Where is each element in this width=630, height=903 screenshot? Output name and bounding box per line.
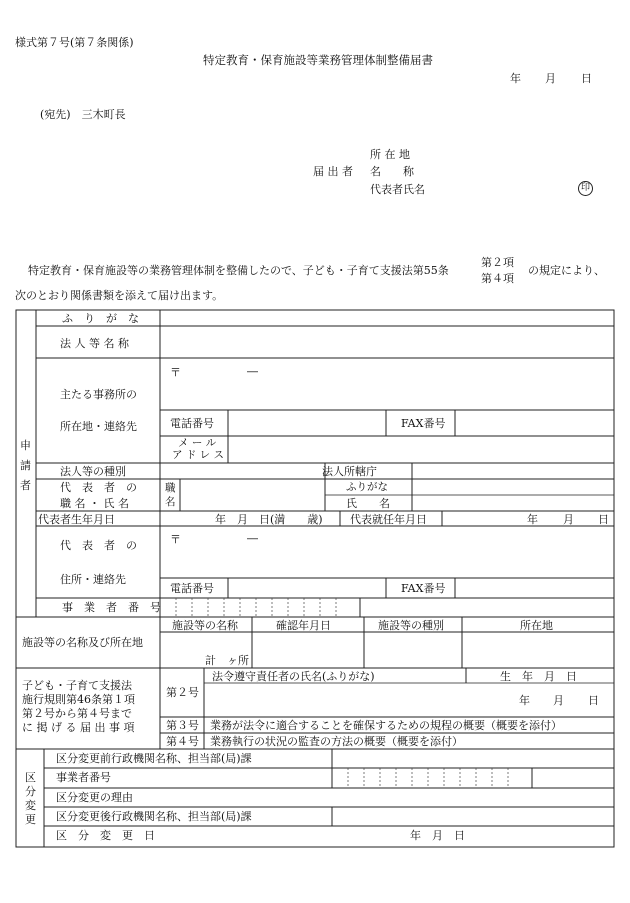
item3-number: 第３号	[166, 719, 199, 732]
postal-dash: ―	[247, 365, 258, 378]
intro-text-before: 特定教育・保育施設等の業務管理体制を整備したので、子ども・子育て支援法第55条	[28, 264, 449, 277]
change-next-label: 区分変更後行政機関名称、担当部(局)課	[56, 810, 252, 823]
facility-col-location: 所在地	[520, 619, 553, 632]
rep-title-label-1: 代 表 者 の	[60, 481, 137, 494]
business-number-label: 事 業 者 番 号	[62, 601, 161, 614]
date-month: 月	[545, 72, 556, 85]
furigana-label: ふ り が な	[62, 312, 139, 325]
mail-label-2: ア ド レ ス	[172, 449, 225, 461]
jurisdiction-label: 法人所轄庁	[322, 465, 377, 478]
rep-appointed-month: 月	[563, 513, 574, 526]
change-vertical-4: 更	[25, 813, 36, 826]
item4-text: 業務執行の状況の監査の方法の概要（概要を添付）	[210, 735, 463, 748]
intro-clause-a: 第２項	[481, 256, 514, 269]
applicant-vertical-3: 者	[20, 479, 31, 492]
change-date-value: 年 月 日	[410, 829, 465, 842]
item2-year: 年	[519, 694, 530, 707]
intro-line2: 次のとおり関係書類を添えて届け出ます。	[15, 289, 224, 302]
applicant-vertical-2: 請	[20, 459, 31, 472]
main-office-label-2: 所在地・連絡先	[60, 420, 137, 433]
facility-label: 施設等の名称及び所在地	[22, 636, 143, 649]
facility-col-type: 施設等の種別	[378, 619, 444, 632]
rep-appointed-label: 代表就任年月日	[350, 513, 427, 526]
item2-birth-header: 生 年 月 日	[500, 670, 577, 683]
change-vertical-2: 分	[25, 785, 36, 798]
shoku-label-1: 職	[165, 482, 176, 494]
shoku-label-2: 名	[165, 496, 176, 508]
facility-col-date: 確認年月日	[276, 619, 331, 632]
rep-appointed-day: 日	[598, 513, 609, 526]
item2-number: 第２号	[166, 686, 199, 699]
corp-type-label: 法人等の種別	[60, 465, 126, 478]
office-fax-label: FAX番号	[401, 417, 446, 430]
intro-clause-b: 第４項	[481, 272, 514, 285]
date-day: 日	[581, 72, 592, 85]
change-number-label: 事業者番号	[56, 771, 111, 784]
notifier-label: 届 出 者	[313, 165, 353, 178]
item2-month: 月	[553, 694, 564, 707]
seal-mark: 印	[578, 181, 593, 196]
items-label-4: に 掲 げ る 届 出 事 項	[22, 721, 135, 734]
rep-title-label-2: 職 名 ・ 氏 名	[60, 497, 129, 510]
rep-birth-value: 年 月 日(満 歳)	[215, 513, 323, 526]
addressee: (宛先) 三木町長	[40, 108, 126, 121]
form-title: 特定教育・保育施設等業務管理体制整備届書	[203, 53, 433, 67]
rep-birth-label: 代表者生年月日	[38, 513, 115, 526]
postal-mark: 〒	[170, 366, 181, 379]
items-label-3: 第２号から第４号まで	[22, 707, 132, 720]
rep-furigana-label: ふりがな	[346, 481, 388, 493]
applicant-vertical-1: 申	[20, 439, 31, 452]
location-label: 所 在 地	[370, 148, 410, 161]
change-vertical-1: 区	[25, 771, 36, 784]
office-phone-label: 電話番号	[170, 417, 214, 430]
item2-day: 日	[588, 694, 599, 707]
rep-address-label-2: 住所・連絡先	[60, 573, 126, 586]
rep-fax-label: FAX番号	[401, 582, 446, 595]
change-reason-label: 区分変更の理由	[56, 791, 133, 804]
representative-label: 代表者氏名	[370, 183, 425, 196]
rep-appointed-year: 年	[527, 513, 538, 526]
main-office-label-1: 主たる事務所の	[60, 388, 137, 401]
change-vertical-3: 変	[25, 799, 36, 812]
items-label-1: 子ども・子育て支援法	[22, 679, 132, 692]
change-prev-label: 区分変更前行政機関名称、担当部(局)課	[56, 752, 252, 765]
items-label-2: 施行規則第46条第１項	[22, 693, 135, 706]
facility-col-name: 施設等の名称	[172, 619, 238, 632]
intro-text-after: の規定により、	[528, 264, 605, 277]
rep-phone-label: 電話番号	[170, 582, 214, 595]
form-number: 様式第７号(第７条関係)	[15, 36, 134, 49]
item3-text: 業務が法令に適合することを確保するための規程の概要（概要を添付）	[210, 719, 562, 732]
rep-address-label-1: 代 表 者 の	[60, 539, 137, 552]
change-date-label: 区 分 変 更 日	[56, 829, 155, 842]
rep-postal-dash: ―	[247, 532, 258, 545]
date-year: 年	[510, 72, 521, 85]
mail-label-1: メ ー ル	[178, 437, 217, 449]
item2-header: 法令遵守責任者の氏名(ふりがな)	[212, 670, 375, 683]
facility-total: 計 ヶ所	[205, 654, 249, 667]
rep-postal-mark: 〒	[170, 533, 181, 546]
corp-name-label: 法 人 等 名 称	[60, 337, 129, 350]
name-label: 名 称	[370, 165, 414, 178]
rep-shimei-label: 氏 名	[346, 497, 390, 510]
item4-number: 第４号	[166, 735, 199, 748]
